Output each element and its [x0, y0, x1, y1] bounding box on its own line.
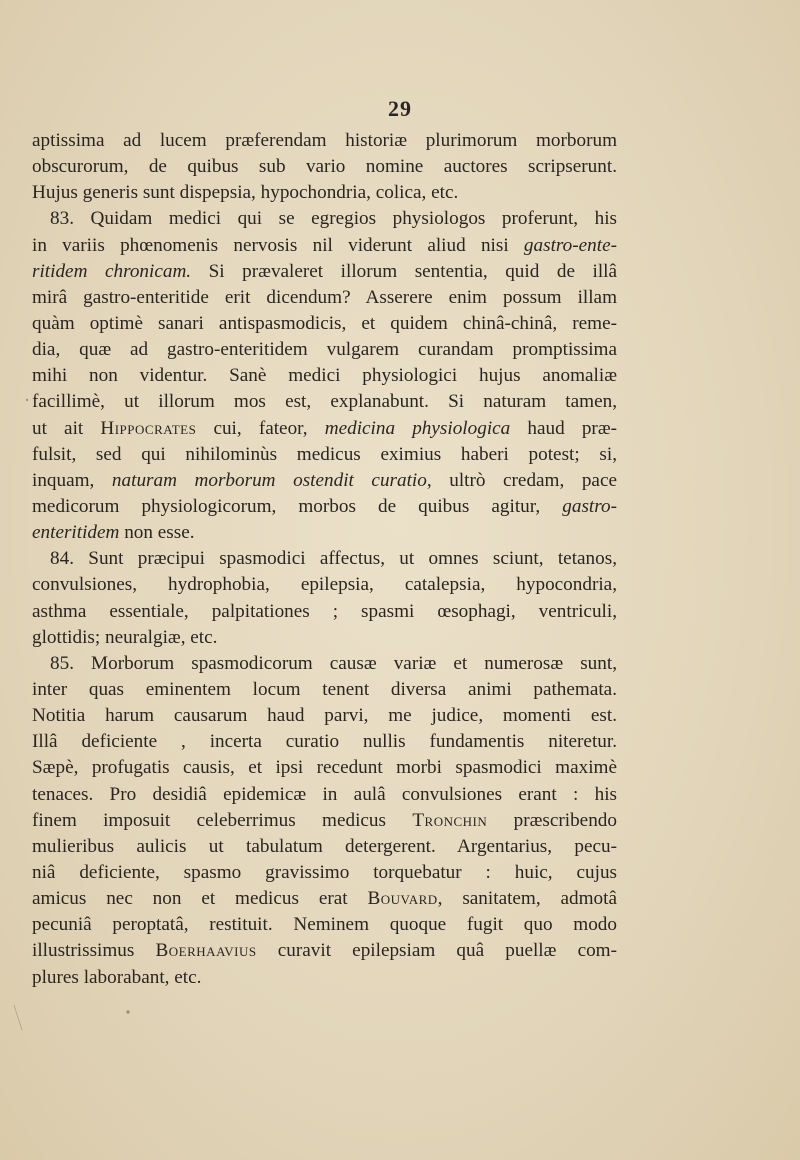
text-line: [32, 886, 617, 912]
text-line: [32, 206, 617, 232]
text-line: [32, 625, 617, 651]
text-line: [32, 389, 617, 415]
text-run: asthma essentiale, palpitationes ; spasmi œsophagi, ventriculi,: [32, 600, 617, 622]
text-run: facillimè, ut illorum mos est, explanabunt. Si naturam tamen,: [32, 391, 617, 413]
text-line: [32, 729, 617, 755]
text-run: medicorum physiologicorum, morbos de quibus agitur,: [32, 495, 563, 517]
text-run: Sæpè, profugatis causis, et ipsi recedunt morbi spasmodici maximè: [32, 757, 617, 779]
text-run: plures laborabant, etc.: [32, 966, 202, 988]
text-run: glottidis; neuralgiæ, etc.: [32, 626, 218, 648]
text-run: cui, fateor,: [196, 417, 325, 439]
text-run: obscurorum, de quibus sub vario nomine auctores scripserunt.: [32, 156, 617, 178]
text-line: [32, 128, 617, 154]
name-smallcaps: Tronchin: [412, 809, 488, 831]
text-line: [32, 311, 617, 337]
text-run: mirâ gastro-enteritide erit dicendum? Asserere enim possum illam: [32, 286, 617, 308]
italic-text: naturam morborum ostendit curatio: [111, 469, 427, 491]
text-run: amicus nec non et medicus erat: [32, 888, 368, 910]
page-number: 29: [388, 96, 412, 121]
text-line: [32, 808, 617, 834]
text-line: [32, 599, 617, 625]
text-line: [32, 494, 617, 520]
text-run: mihi non videntur. Sanè medici physiologici hujus anomaliæ: [32, 365, 617, 387]
italic-text: gastro-: [562, 495, 617, 517]
text-run: curavit epilepsiam quâ puellæ com-: [256, 940, 617, 962]
name-smallcaps: Bouvard: [367, 888, 438, 910]
text-line: [32, 755, 617, 781]
text-line: [32, 363, 617, 389]
text-run: niâ deficiente, spasmo gravissimo torquebatur : huic, cujus: [32, 861, 617, 883]
text-line: [32, 834, 617, 860]
text-run: finem imposuit celeberrimus medicus: [32, 809, 413, 831]
text-run: convulsiones, hydrophobia, epilepsia, catalepsia, hypocondria,: [32, 574, 617, 596]
text-line: [32, 337, 617, 363]
text-line: [32, 442, 617, 468]
text-line: [32, 233, 617, 259]
text-run: 83. Quidam medici qui se egregios physiologos proferunt, his: [50, 208, 617, 230]
text-run: pecuniâ peroptatâ, restituit. Neminem quoque fugit quo modo: [32, 914, 617, 936]
text-run: Illâ deficiente , incerta curatio nullis fundamentis niteretur.: [32, 731, 617, 753]
text-run: haud præ-: [510, 417, 618, 439]
text-run: quàm optimè sanari antispasmodicis, et quidem chinâ-chinâ, reme-: [32, 312, 617, 334]
text-line: [32, 520, 617, 546]
text-line: [32, 154, 617, 180]
text-run: dia, quæ ad gastro-enteritidem vulgarem curandam promptissima: [32, 339, 617, 361]
italic-text: medicina physiologica: [324, 417, 511, 439]
text-run: , sanitatem, admotâ: [437, 888, 617, 910]
text-line: [32, 468, 617, 494]
text-run: tenaces. Pro desidiâ epidemicæ in aulâ convulsiones erant : his: [32, 783, 617, 805]
text-run: 85. Morborum spasmodicorum causæ variæ et numerosæ sunt,: [50, 652, 617, 674]
italic-text: gastro-ente-: [523, 234, 617, 256]
text-run: Notitia harum causarum haud parvi, me judice, momenti est.: [32, 705, 617, 727]
text-line: [32, 259, 617, 285]
text-run: non esse.: [119, 522, 195, 544]
name-smallcaps: Boerhaavius: [155, 940, 257, 962]
text-run: illustrissimus: [32, 940, 156, 962]
text-run: in variis phœnomenis nervosis nil viderunt aliud nisi: [32, 234, 524, 256]
body-text: [32, 128, 617, 991]
text-line: [32, 703, 617, 729]
text-line: [32, 677, 617, 703]
text-run: 84. Sunt præcipui spasmodici affectus, ut omnes sciunt, tetanos,: [50, 548, 617, 570]
text-line: [32, 938, 617, 964]
text-line: [32, 651, 617, 677]
text-run: Hujus generis sunt dispepsia, hypochondria, colica, etc.: [32, 182, 459, 204]
text-run: aptissima ad lucem præferendam historiæ plurimorum morborum: [32, 130, 617, 151]
text-run: fulsit, sed qui nihilominùs medicus eximius haberi potest; si,: [32, 443, 617, 465]
text-run: inter quas eminentem locum tenent diversa animi pathemata.: [32, 678, 617, 700]
text-run: præscribendo: [487, 809, 617, 831]
text-line: [32, 572, 617, 598]
italic-text: ritidem chronicam.: [32, 260, 192, 282]
text-run: Si prævaleret illorum sententia, quid de illâ: [191, 260, 617, 282]
text-run: ut ait: [32, 417, 101, 439]
name-smallcaps: Hippocrates: [100, 417, 197, 439]
text-run: mulieribus aulicis ut tabulatum detergerent. Argentarius, pecu-: [32, 835, 617, 857]
text-run: inquam,: [32, 469, 112, 491]
text-run: , ultrò credam, pace: [426, 469, 617, 491]
text-line: [32, 416, 617, 442]
text-line: [32, 860, 617, 886]
text-line: [32, 546, 617, 572]
text-line: [32, 285, 617, 311]
text-line: [32, 782, 617, 808]
text-line: [32, 912, 617, 938]
text-line: [32, 180, 617, 206]
text-line: [32, 965, 617, 991]
italic-text: enteritidem: [32, 522, 120, 544]
